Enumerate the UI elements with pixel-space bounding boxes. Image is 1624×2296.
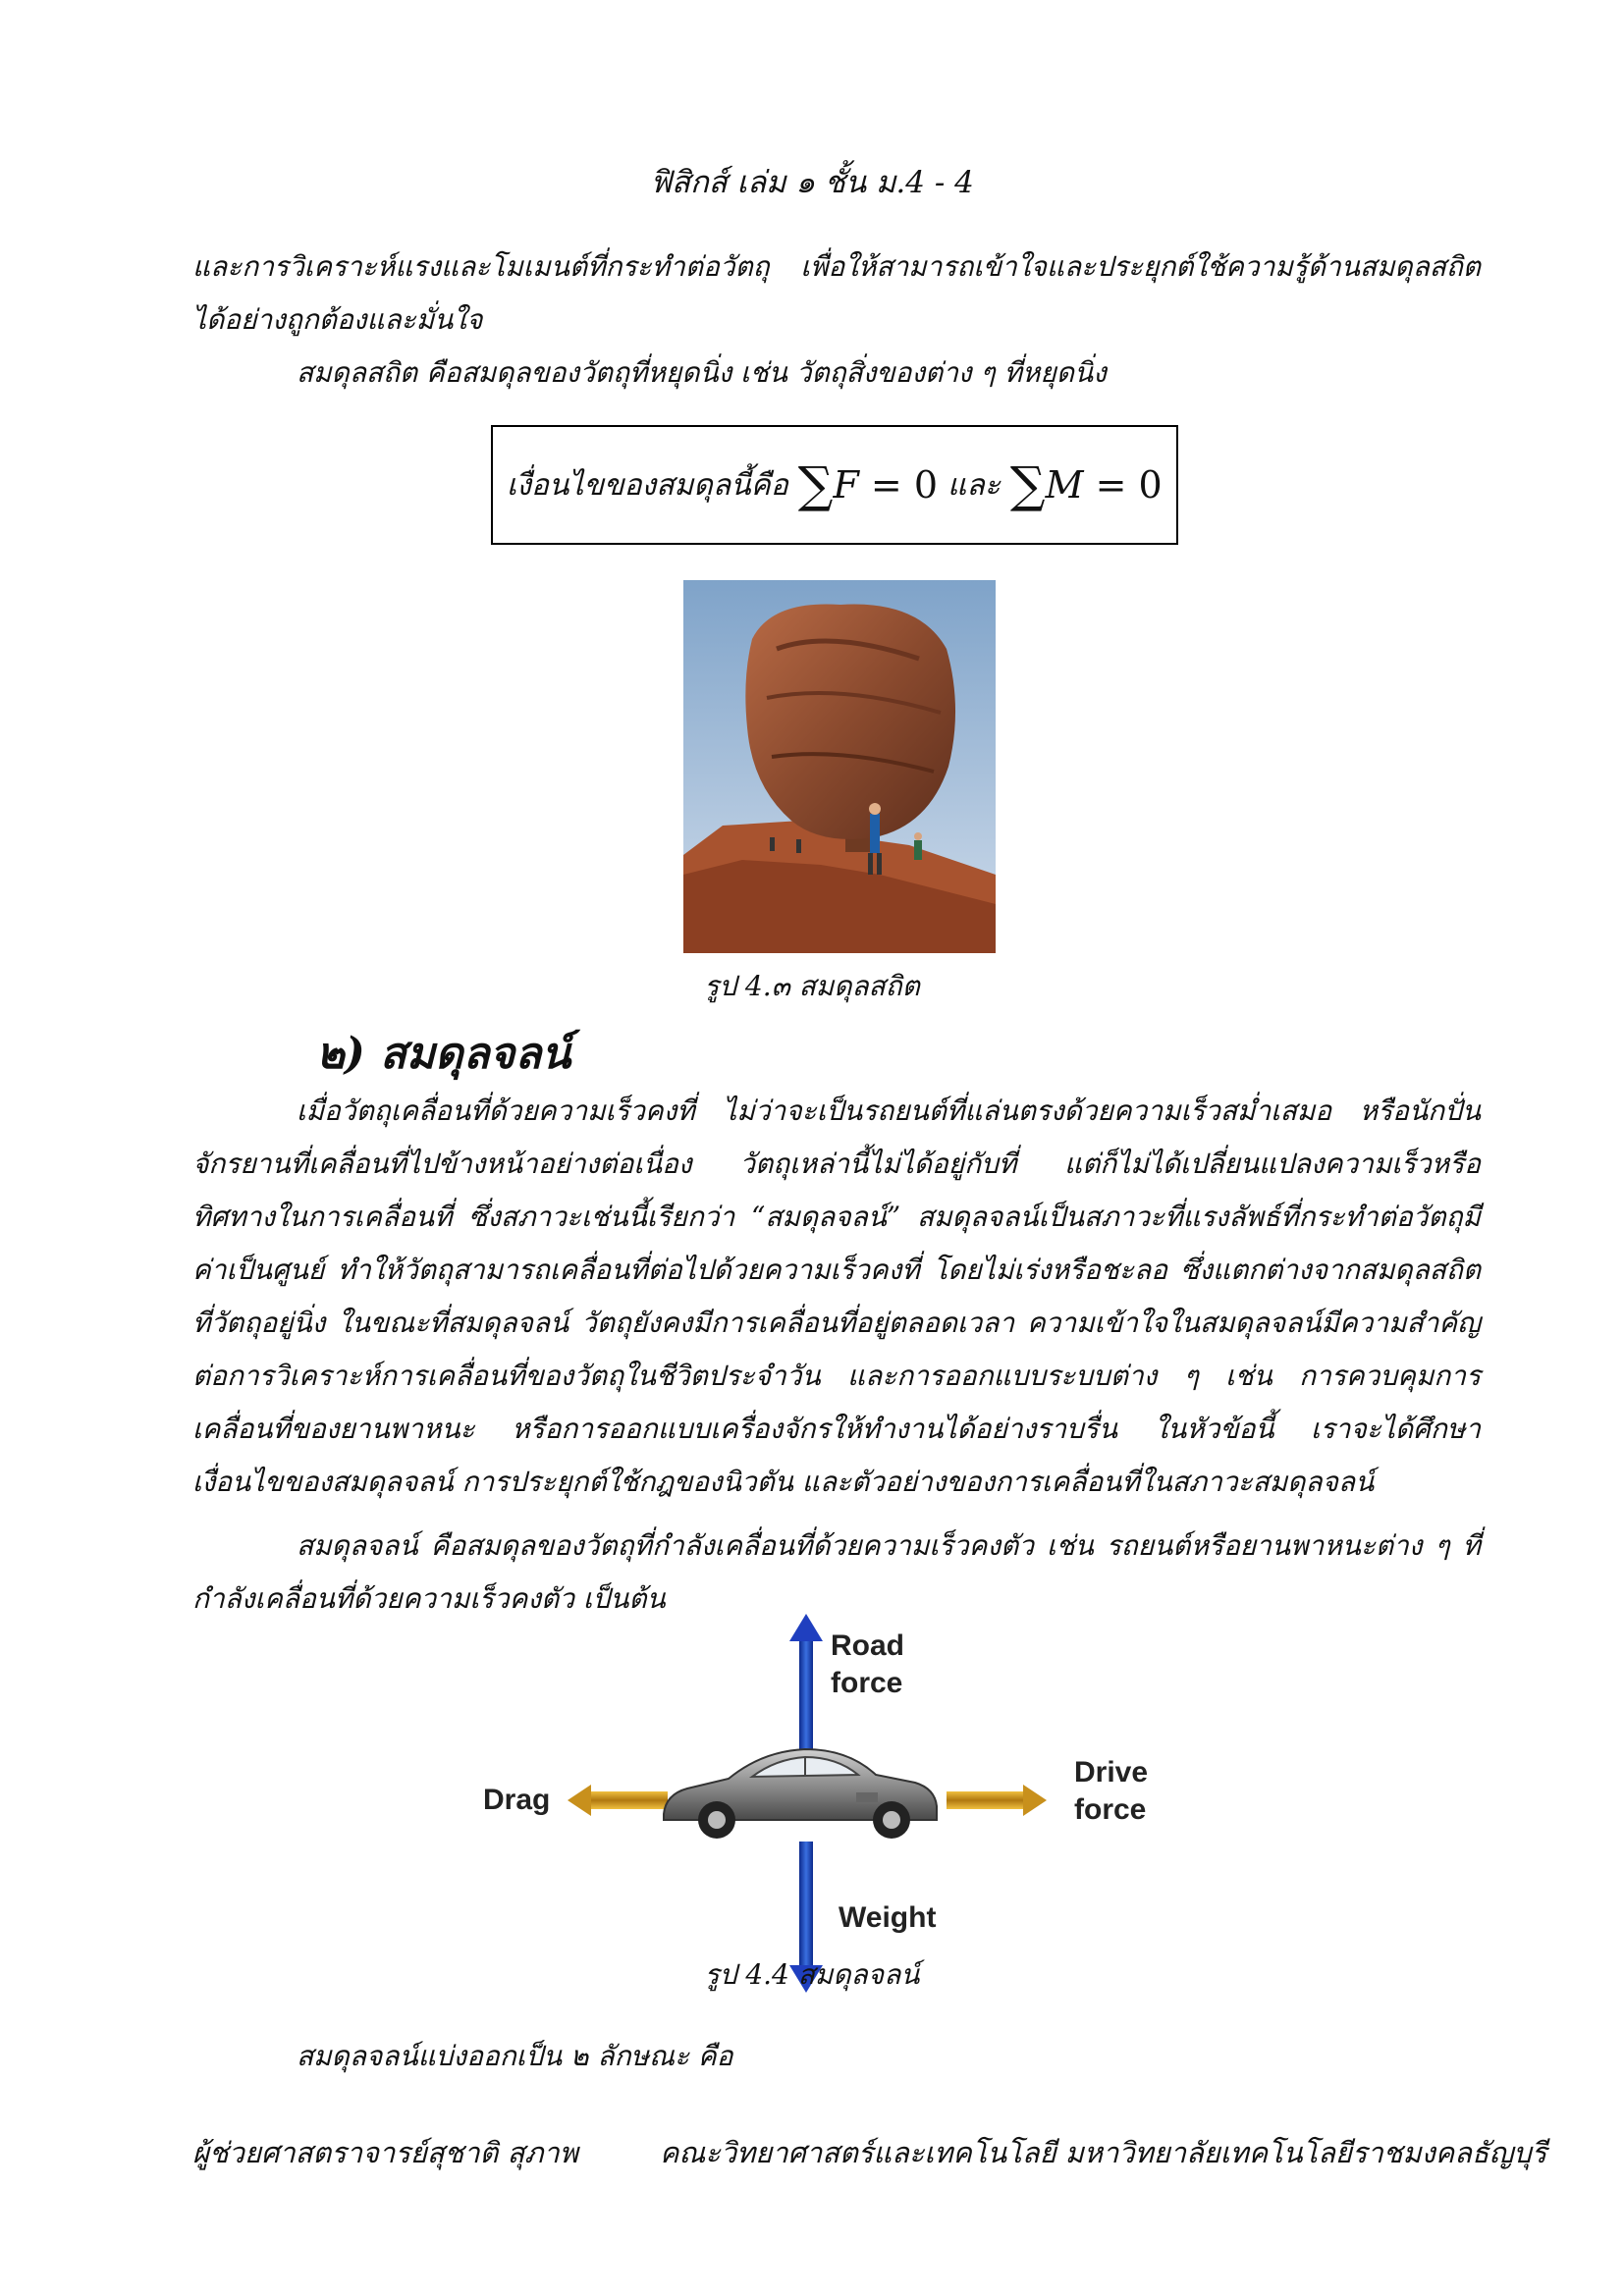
weight-label: Weight bbox=[839, 1901, 937, 1934]
drag-label: Drag bbox=[483, 1784, 551, 1816]
section-heading: ๒) สมดุลจลน์ bbox=[316, 1029, 571, 1079]
intro-paragraph: และการวิเคราะห์แรงและโมเมนต์ที่กระทำต่อวัตถุ เพื่อให้สามารถเข้าใจและประยุกต์ใช้ความรู้ด้านสมดุลสถิตได้อย่างถูกต้องและมั่นใจ bbox=[192, 250, 1481, 336]
drive-force-label: Drive force bbox=[1074, 1756, 1149, 1826]
sum-force-equation: ∑F = 0 bbox=[797, 456, 939, 513]
drive-force-arrow bbox=[947, 1785, 1047, 1816]
balanced-rock-photo bbox=[683, 580, 996, 953]
footer-author: ผู้ช่วยศาสตราจารย์สุชาติ สุภาพ bbox=[192, 2136, 578, 2169]
road-force-arrow bbox=[789, 1614, 823, 1765]
kinetic-equilibrium-definition: สมดุลจลน์ คือสมดุลของวัตถุที่กำลังเคลื่อนที่ด้วยความเร็วคงตัว เช่น รถยนต์หรือยานพาหนะต่าง ๆ ที่กำลังเคลื่อนที่ด้วยความเร็วคงตัว เป็นต้น bbox=[192, 1529, 1481, 1615]
drag-arrow bbox=[568, 1785, 668, 1816]
condition-label: เงื่อนไขของสมดุลนี้คือ bbox=[507, 467, 788, 503]
sum-moment-equation: ∑M = 0 bbox=[1009, 456, 1163, 513]
condition-connector: และ bbox=[947, 467, 1001, 503]
figure-2-caption: รูป 4.4 สมดุลจลน์ bbox=[704, 1958, 920, 1991]
static-equilibrium-definition: สมดุลสถิต คือสมดุลของวัตถุที่หยุดนิ่ง เช่น วัตถุสิ่งของต่าง ๆ ที่หยุดนิ่ง bbox=[297, 356, 1107, 389]
page-header: ฟิสิกส์ เล่ม ๑ ชั้น ม.4 - 4 bbox=[650, 165, 974, 200]
equilibrium-condition-box bbox=[491, 425, 1178, 545]
kinetic-equilibrium-paragraph: เมื่อวัตถุเคลื่อนที่ด้วยความเร็วคงที่ ไม่ว่าจะเป็นรถยนต์ที่แล่นตรงด้วยความเร็วสม่ำเสมอ หรือนักปั่นจักรยานที่เคลื่อนที่ไปข้างหน้าอย่างต่อเนื่อง วัตถุเหล่านี้ไม่ได้อยู่กับที่ แต่ก็ไม่ได้เปลี่ยนแปลงความเร็วหรือทิศทางในการเคลื่อนที่ ซึ่งสภาวะเช่นนี้เรียกว่า “สมดุลจลน์” สมดุลจลน์เป็นสภาวะที่แรงลัพธ์ที่กระทำต่อวัตถุมีค่าเป็นศูนย์ ทำให้วัตถุสามารถเคลื่อนที่ต่อไปด้วยความเร็วคงที่ โดยไม่เร่งหรือชะลอ ซึ่งแตกต่างจากสมดุลสถิตที่วัตถุอยู่นิ่ง ในขณะที่สมดุลจลน์ วัตถุยังคงมีการเคลื่อนที่อยู่ตลอดเวลา ความเข้าใจในสมดุลจลน์มีความสำคัญต่อการวิเคราะห์การเคลื่อนที่ของวัตถุในชีวิตประจำวัน และการออกแบบระบบต่าง ๆ เช่น การควบคุมการเคลื่อนที่ของยานพาหนะ หรือการออกแบบเครื่องจักรให้ทำงานได้อย่างราบรื่น ในหัวข้อนี้ เราจะได้ศึกษาเงื่อนไขของสมดุลจลน์ การประยุกต์ใช้กฎของนิวตัน และตัวอย่างของการเคลื่อนที่ในสภาวะสมดุลจลน์ bbox=[192, 1095, 1481, 1498]
footer-affiliation: คณะวิทยาศาสตร์และเทคโนโลยี มหาวิทยาลัยเทคโนโลยีราชมงคลธัญบุรี bbox=[660, 2136, 1547, 2169]
car-icon bbox=[664, 1749, 937, 1839]
road-force-label: Road force bbox=[831, 1629, 904, 1699]
figure-1-caption: รูป 4.๓ สมดุลสถิต bbox=[704, 970, 920, 1002]
forces-on-car-diagram bbox=[471, 1610, 1218, 1993]
closing-sentence: สมดุลจลน์แบ่งออกเป็น ๒ ลักษณะ คือ bbox=[297, 2040, 733, 2072]
